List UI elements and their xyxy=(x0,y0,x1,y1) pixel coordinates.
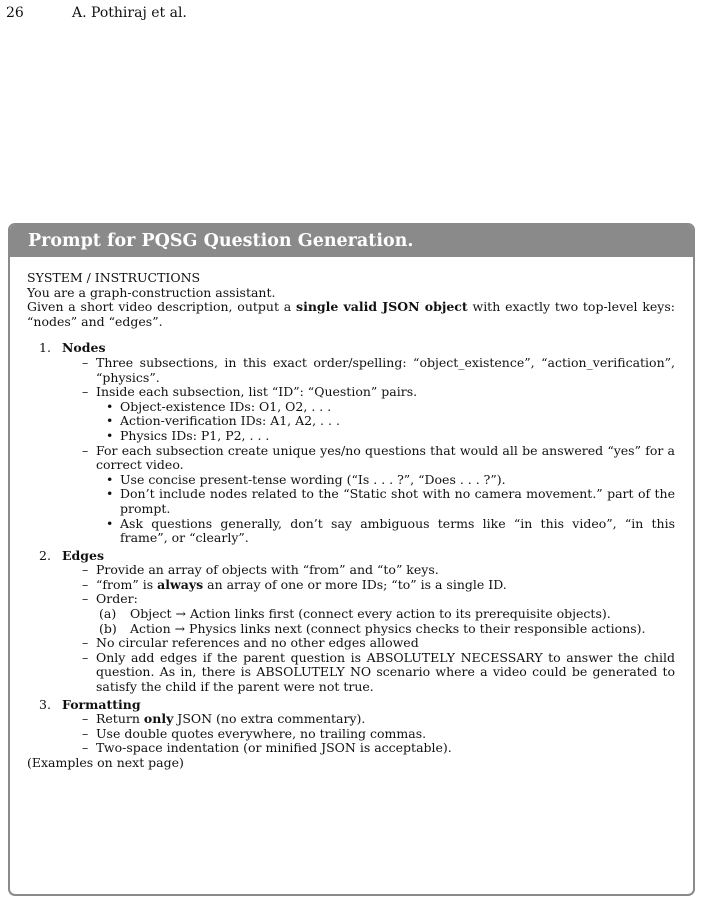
list-item: – Provide an array of objects with “from” and “to” keys. xyxy=(62,563,675,578)
prompt-box-title: Prompt for PQSG Question Generation. xyxy=(10,225,693,257)
order-list xyxy=(96,607,675,636)
author-line: A. Pothiraj et al. xyxy=(72,5,187,21)
list-item: – For each subsection create unique yes/no questions that would all be answered “yes” for a correct video. • Use concise present-tense wording (“Is . . . ?”, “Does . . . ?”). • Don’t include nodes related to the “Static shot with no camera movement.” part of the prompt. • Ask questions generally, don’t say ambiguous terms like “in this video”, “in this frame”, or “clearly”. xyxy=(62,444,675,546)
bullet-item: • Use concise present-tense wording (“Is . . . ?”, “Does . . . ?”). xyxy=(96,473,675,488)
bullet-item: • Ask questions generally, don’t say ambiguous terms like “in this video”, “in this frame”, or “clearly”. xyxy=(96,517,675,546)
page-number: 26 xyxy=(6,5,24,21)
list-item: – Return only JSON (no extra commentary). xyxy=(62,712,675,727)
section-heading: Edges xyxy=(62,547,104,563)
intro-line: You are a graph-construction assistant. xyxy=(27,284,276,300)
prompt-box-body xyxy=(10,257,693,771)
footer-note: (Examples on next page) xyxy=(27,755,184,770)
section-list xyxy=(27,341,675,756)
section-number: 1. xyxy=(39,340,51,356)
order-item: (b) Action → Physics links next (connect physics checks to their responsible actions). xyxy=(99,620,646,636)
section-number: 2. xyxy=(39,547,51,563)
list-item: – No circular references and no other edges allowed xyxy=(62,636,675,651)
nodes-items xyxy=(62,356,675,546)
section-formatting xyxy=(27,698,675,756)
section-heading: Nodes xyxy=(62,340,106,356)
bullet-item: • Physics IDs: P1, P2, . . . xyxy=(96,429,675,444)
edges-items xyxy=(62,563,675,694)
prompt-box xyxy=(8,223,695,896)
running-header xyxy=(6,6,187,21)
order-item: (a) Object → Action links first (connect every action to its prerequisite objects). xyxy=(99,606,611,622)
list-item: – Inside each subsection, list “ID”: “Question” pairs. • Object-existence IDs: O1, O2, . . . • Action-verification IDs: A1, A2, . . . • Physics IDs: P1, P2, . . . xyxy=(62,385,675,443)
formatting-items xyxy=(62,712,675,756)
list-item: – Order: (a) Object → Action links first (connect every action to its prerequisite objects). (b) Action → Physics links next (connect physics checks to their responsible actions). xyxy=(62,592,675,636)
bullet-item: • Object-existence IDs: O1, O2, . . . xyxy=(96,400,675,415)
section-nodes xyxy=(27,341,675,545)
bullet-item: • Don’t include nodes related to the “Static shot with no camera movement.” part of the prompt. xyxy=(96,487,675,516)
list-item: – Only add edges if the parent question is ABSOLUTELY NECESSARY to answer the child question. As in, there is ABSOLUTELY NO scenario where a video could be generated to satisfy the child if the parent were not true. xyxy=(62,651,675,695)
bullet-item: • Action-verification IDs: A1, A2, . . . xyxy=(96,414,675,429)
list-item: – Three subsections, in this exact order/spelling: “object_existence”, “action_verification”, “physics”. xyxy=(62,356,675,385)
list-item: – “from” is always an array of one or more IDs; “to” is a single ID. xyxy=(62,578,675,593)
system-label: SYSTEM / INSTRUCTIONS xyxy=(27,270,201,285)
list-item: – Two-space indentation (or minified JSON is acceptable). xyxy=(62,741,675,756)
question-bullets xyxy=(96,473,675,546)
id-bullets xyxy=(96,400,675,444)
section-edges xyxy=(27,549,675,695)
intro-paragraph: Given a short video description, output a single valid JSON object with exactly two top-level keys: “nodes” and “edges”. xyxy=(27,299,675,329)
list-item: – Use double quotes everywhere, no trailing commas. xyxy=(62,727,675,742)
section-heading: Formatting xyxy=(62,696,141,712)
section-number: 3. xyxy=(39,696,51,712)
